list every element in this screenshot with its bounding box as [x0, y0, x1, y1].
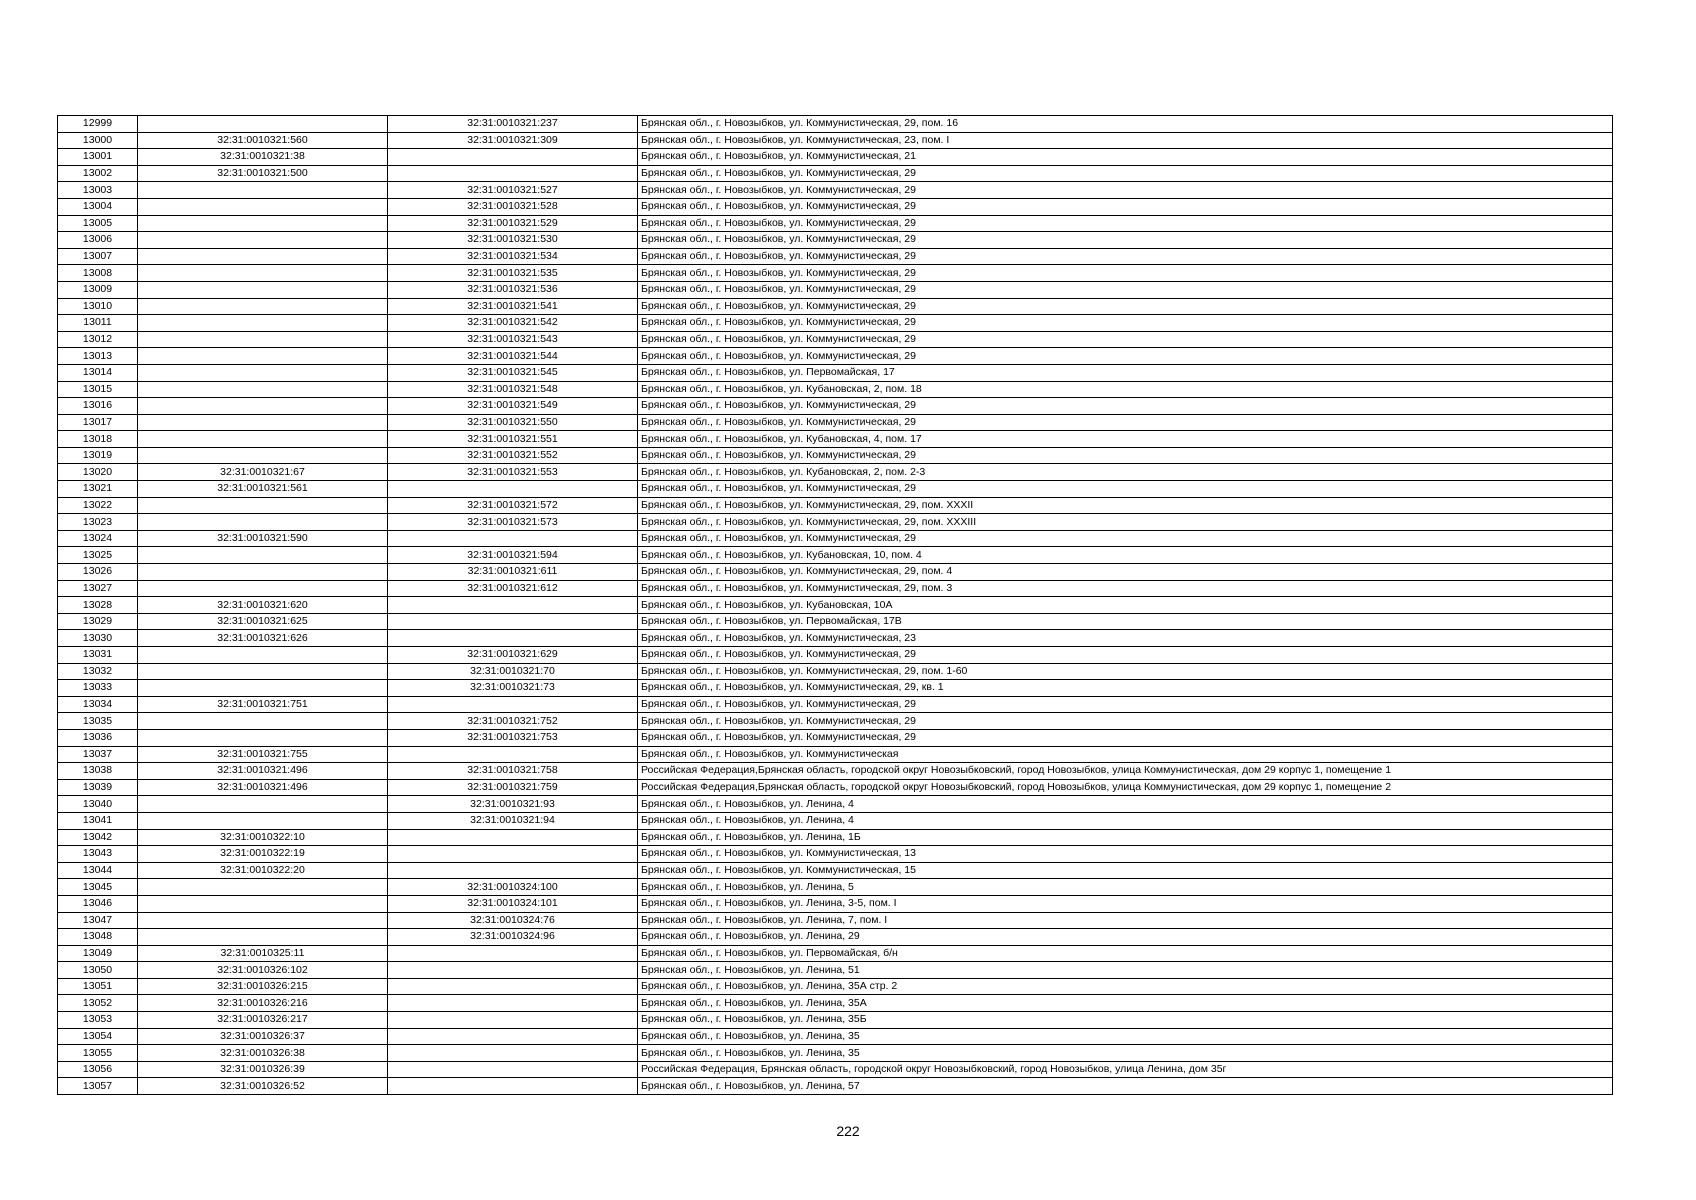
table-row — [58, 364, 1613, 381]
table-row — [58, 696, 1613, 713]
cadastral-number-cell — [138, 431, 388, 448]
row-number-cell: 13020 — [58, 464, 138, 481]
table-row — [58, 713, 1613, 730]
page-number: 222 — [836, 1123, 860, 1139]
parent-cadastral-number-cell: 32:31:0010321:594 — [388, 547, 638, 564]
address-cell: Брянская обл., г. Новозыбков, ул. Коммунистическая, 29 — [638, 165, 1613, 182]
table-row — [58, 647, 1613, 664]
parent-cadastral-number-cell: 32:31:0010321:573 — [388, 514, 638, 531]
address-cell: Брянская обл., г. Новозыбков, ул. Коммунистическая, 29, пом. 4 — [638, 564, 1613, 581]
cadastral-number-cell: 32:31:0010321:755 — [138, 746, 388, 763]
address-cell: Брянская обл., г. Новозыбков, ул. Кубановская, 2, пом. 2-3 — [638, 464, 1613, 481]
table-row — [58, 331, 1613, 348]
parent-cadastral-number-cell: 32:31:0010321:758 — [388, 763, 638, 780]
address-cell: Брянская обл., г. Новозыбков, ул. Коммунистическая, 29 — [638, 298, 1613, 315]
parent-cadastral-number-cell — [388, 1078, 638, 1095]
parent-cadastral-number-cell — [388, 962, 638, 979]
cadastral-number-cell: 32:31:0010321:560 — [138, 132, 388, 149]
row-number-cell: 13021 — [58, 481, 138, 498]
row-number-cell: 13033 — [58, 680, 138, 697]
table-row — [58, 1045, 1613, 1062]
cadastral-number-cell — [138, 564, 388, 581]
parent-cadastral-number-cell — [388, 630, 638, 647]
parent-cadastral-number-cell: 32:31:0010321:548 — [388, 381, 638, 398]
address-cell: Брянская обл., г. Новозыбков, ул. Коммунистическая, 23, пом. I — [638, 132, 1613, 149]
parent-cadastral-number-cell: 32:31:0010321:572 — [388, 497, 638, 514]
address-cell: Брянская обл., г. Новозыбков, ул. Первомайская, 17В — [638, 613, 1613, 630]
parent-cadastral-number-cell: 32:31:0010321:542 — [388, 315, 638, 332]
cadastral-number-cell: 32:31:0010321:561 — [138, 481, 388, 498]
cadastral-number-cell: 32:31:0010321:590 — [138, 530, 388, 547]
parent-cadastral-number-cell — [388, 1012, 638, 1029]
table-row — [58, 514, 1613, 531]
cadastral-number-cell — [138, 647, 388, 664]
table-row — [58, 315, 1613, 332]
table-row — [58, 978, 1613, 995]
registry-table — [57, 115, 1613, 1095]
cadastral-number-cell — [138, 315, 388, 332]
parent-cadastral-number-cell: 32:31:0010321:551 — [388, 431, 638, 448]
row-number-cell: 13041 — [58, 812, 138, 829]
cadastral-number-cell: 32:31:0010326:37 — [138, 1028, 388, 1045]
row-number-cell: 13001 — [58, 149, 138, 166]
cadastral-number-cell — [138, 182, 388, 199]
table-row — [58, 746, 1613, 763]
parent-cadastral-number-cell — [388, 165, 638, 182]
parent-cadastral-number-cell — [388, 829, 638, 846]
address-cell: Брянская обл., г. Новозыбков, ул. Ленина, 35 — [638, 1045, 1613, 1062]
address-cell: Брянская обл., г. Новозыбков, ул. Коммунистическая, 29 — [638, 398, 1613, 415]
parent-cadastral-number-cell: 32:31:0010321:93 — [388, 796, 638, 813]
parent-cadastral-number-cell — [388, 978, 638, 995]
cadastral-number-cell — [138, 447, 388, 464]
cadastral-number-cell: 32:31:0010326:39 — [138, 1061, 388, 1078]
cadastral-number-cell — [138, 729, 388, 746]
address-cell: Брянская обл., г. Новозыбков, ул. Коммунистическая, 29 — [638, 331, 1613, 348]
cadastral-number-cell: 32:31:0010321:500 — [138, 165, 388, 182]
table-row — [58, 812, 1613, 829]
table-row — [58, 149, 1613, 166]
address-cell: Брянская обл., г. Новозыбков, ул. Кубановская, 10А — [638, 597, 1613, 614]
row-number-cell: 13048 — [58, 929, 138, 946]
table-row — [58, 215, 1613, 232]
table-row — [58, 398, 1613, 415]
table-row — [58, 497, 1613, 514]
row-number-cell: 13027 — [58, 580, 138, 597]
parent-cadastral-number-cell: 32:31:0010321:309 — [388, 132, 638, 149]
parent-cadastral-number-cell: 32:31:0010321:70 — [388, 663, 638, 680]
row-number-cell: 13039 — [58, 779, 138, 796]
parent-cadastral-number-cell: 32:31:0010321:553 — [388, 464, 638, 481]
cadastral-number-cell — [138, 912, 388, 929]
cadastral-number-cell — [138, 348, 388, 365]
address-cell: Брянская обл., г. Новозыбков, ул. Первомайская, б/н — [638, 945, 1613, 962]
parent-cadastral-number-cell: 32:31:0010321:529 — [388, 215, 638, 232]
cadastral-number-cell: 32:31:0010322:19 — [138, 846, 388, 863]
row-number-cell: 13054 — [58, 1028, 138, 1045]
cadastral-number-cell — [138, 414, 388, 431]
address-cell: Брянская обл., г. Новозыбков, ул. Коммунистическая, 29, пом. XXXIII — [638, 514, 1613, 531]
address-cell: Российская Федерация,Брянская область, городской округ Новозыбковский, город Новозыбков, улица Коммунистическая, дом 29 корпус 1, помещение 1 — [638, 763, 1613, 780]
cadastral-number-cell: 32:31:0010322:20 — [138, 862, 388, 879]
row-number-cell: 13046 — [58, 895, 138, 912]
parent-cadastral-number-cell: 32:31:0010321:552 — [388, 447, 638, 464]
address-cell: Брянская обл., г. Новозыбков, ул. Ленина, 35Б — [638, 1012, 1613, 1029]
cadastral-number-cell: 32:31:0010326:215 — [138, 978, 388, 995]
address-cell: Брянская обл., г. Новозыбков, ул. Ленина, 35А — [638, 995, 1613, 1012]
address-cell: Брянская обл., г. Новозыбков, ул. Ленина, 1Б — [638, 829, 1613, 846]
cadastral-number-cell: 32:31:0010325:11 — [138, 945, 388, 962]
table-row — [58, 381, 1613, 398]
row-number-cell: 13028 — [58, 597, 138, 614]
parent-cadastral-number-cell: 32:31:0010321:612 — [388, 580, 638, 597]
table-row — [58, 481, 1613, 498]
parent-cadastral-number-cell — [388, 1028, 638, 1045]
address-cell: Брянская обл., г. Новозыбков, ул. Коммунистическая — [638, 746, 1613, 763]
cadastral-number-cell: 32:31:0010326:38 — [138, 1045, 388, 1062]
row-number-cell: 13057 — [58, 1078, 138, 1095]
cadastral-number-cell — [138, 331, 388, 348]
address-cell: Брянская обл., г. Новозыбков, ул. Ленина, 7, пом. I — [638, 912, 1613, 929]
address-cell: Брянская обл., г. Новозыбков, ул. Коммунистическая, 13 — [638, 846, 1613, 863]
parent-cadastral-number-cell — [388, 862, 638, 879]
row-number-cell: 13013 — [58, 348, 138, 365]
parent-cadastral-number-cell — [388, 945, 638, 962]
table-row — [58, 298, 1613, 315]
table-row — [58, 829, 1613, 846]
table-row — [58, 1078, 1613, 1095]
row-number-cell: 13006 — [58, 232, 138, 249]
row-number-cell: 13000 — [58, 132, 138, 149]
table-row — [58, 862, 1613, 879]
address-cell: Брянская обл., г. Новозыбков, ул. Ленина, 4 — [638, 796, 1613, 813]
row-number-cell: 13043 — [58, 846, 138, 863]
address-cell: Брянская обл., г. Новозыбков, ул. Коммунистическая, 29 — [638, 281, 1613, 298]
parent-cadastral-number-cell: 32:31:0010321:752 — [388, 713, 638, 730]
row-number-cell: 13045 — [58, 879, 138, 896]
address-cell: Брянская обл., г. Новозыбков, ул. Коммунистическая, 29 — [638, 414, 1613, 431]
row-number-cell: 13047 — [58, 912, 138, 929]
cadastral-number-cell — [138, 265, 388, 282]
table-row — [58, 945, 1613, 962]
cadastral-number-cell — [138, 663, 388, 680]
row-number-cell: 13056 — [58, 1061, 138, 1078]
address-cell: Брянская обл., г. Новозыбков, ул. Коммунистическая, 29, пом. 16 — [638, 116, 1613, 133]
table-row — [58, 597, 1613, 614]
table-row — [58, 613, 1613, 630]
parent-cadastral-number-cell — [388, 481, 638, 498]
table-row — [58, 995, 1613, 1012]
cadastral-number-cell — [138, 796, 388, 813]
parent-cadastral-number-cell — [388, 1061, 638, 1078]
cadastral-number-cell — [138, 298, 388, 315]
row-number-cell: 13035 — [58, 713, 138, 730]
table-row — [58, 431, 1613, 448]
address-cell: Брянская обл., г. Новозыбков, ул. Коммунистическая, 29 — [638, 215, 1613, 232]
cadastral-number-cell — [138, 879, 388, 896]
parent-cadastral-number-cell: 32:31:0010321:550 — [388, 414, 638, 431]
parent-cadastral-number-cell: 32:31:0010324:101 — [388, 895, 638, 912]
parent-cadastral-number-cell: 32:31:0010321:611 — [388, 564, 638, 581]
table-row — [58, 580, 1613, 597]
row-number-cell: 13042 — [58, 829, 138, 846]
address-cell: Брянская обл., г. Новозыбков, ул. Коммунистическая, 29, кв. 1 — [638, 680, 1613, 697]
address-cell: Брянская обл., г. Новозыбков, ул. Коммунистическая, 29 — [638, 198, 1613, 215]
address-cell: Брянская обл., г. Новозыбков, ул. Кубановская, 10, пом. 4 — [638, 547, 1613, 564]
table-row — [58, 929, 1613, 946]
cadastral-number-cell: 32:31:0010326:216 — [138, 995, 388, 1012]
row-number-cell: 13023 — [58, 514, 138, 531]
parent-cadastral-number-cell — [388, 995, 638, 1012]
row-number-cell: 13012 — [58, 331, 138, 348]
table-row — [58, 912, 1613, 929]
table-row — [58, 182, 1613, 199]
table-row — [58, 895, 1613, 912]
row-number-cell: 13029 — [58, 613, 138, 630]
table-row — [58, 663, 1613, 680]
parent-cadastral-number-cell: 32:31:0010324:100 — [388, 879, 638, 896]
cadastral-number-cell — [138, 514, 388, 531]
cadastral-number-cell: 32:31:0010321:625 — [138, 613, 388, 630]
address-cell: Брянская обл., г. Новозыбков, ул. Ленина, 35 — [638, 1028, 1613, 1045]
cadastral-number-cell: 32:31:0010321:67 — [138, 464, 388, 481]
row-number-cell: 13044 — [58, 862, 138, 879]
address-cell: Брянская обл., г. Новозыбков, ул. Коммунистическая, 29 — [638, 647, 1613, 664]
row-number-cell: 13011 — [58, 315, 138, 332]
row-number-cell: 13017 — [58, 414, 138, 431]
cadastral-number-cell — [138, 215, 388, 232]
table-row — [58, 165, 1613, 182]
table-row — [58, 198, 1613, 215]
cadastral-number-cell — [138, 281, 388, 298]
row-number-cell: 13007 — [58, 248, 138, 265]
row-number-cell: 13014 — [58, 364, 138, 381]
row-number-cell: 13038 — [58, 763, 138, 780]
parent-cadastral-number-cell: 32:31:0010321:549 — [388, 398, 638, 415]
address-cell: Брянская обл., г. Новозыбков, ул. Ленина, 35А стр. 2 — [638, 978, 1613, 995]
row-number-cell: 13010 — [58, 298, 138, 315]
row-number-cell: 13018 — [58, 431, 138, 448]
parent-cadastral-number-cell: 32:31:0010321:528 — [388, 198, 638, 215]
parent-cadastral-number-cell: 32:31:0010321:753 — [388, 729, 638, 746]
row-number-cell: 13016 — [58, 398, 138, 415]
row-number-cell: 13019 — [58, 447, 138, 464]
address-cell: Брянская обл., г. Новозыбков, ул. Первомайская, 17 — [638, 364, 1613, 381]
cadastral-number-cell: 32:31:0010321:38 — [138, 149, 388, 166]
parent-cadastral-number-cell: 32:31:0010324:76 — [388, 912, 638, 929]
address-cell: Брянская обл., г. Новозыбков, ул. Коммунистическая, 29 — [638, 248, 1613, 265]
address-cell: Российская Федерация,Брянская область, городской округ Новозыбковский, город Новозыбков, улица Коммунистическая, дом 29 корпус 1, помещение 2 — [638, 779, 1613, 796]
address-cell: Брянская обл., г. Новозыбков, ул. Коммунистическая, 29 — [638, 182, 1613, 199]
parent-cadastral-number-cell: 32:31:0010321:544 — [388, 348, 638, 365]
table-row — [58, 414, 1613, 431]
cadastral-number-cell: 32:31:0010321:496 — [138, 779, 388, 796]
parent-cadastral-number-cell: 32:31:0010321:545 — [388, 364, 638, 381]
address-cell: Брянская обл., г. Новозыбков, ул. Ленина, 57 — [638, 1078, 1613, 1095]
table-row — [58, 680, 1613, 697]
table-row — [58, 763, 1613, 780]
cadastral-number-cell: 32:31:0010321:496 — [138, 763, 388, 780]
table-row — [58, 779, 1613, 796]
cadastral-number-cell — [138, 680, 388, 697]
cadastral-number-cell — [138, 812, 388, 829]
parent-cadastral-number-cell: 32:31:0010321:73 — [388, 680, 638, 697]
row-number-cell: 13052 — [58, 995, 138, 1012]
row-number-cell: 13005 — [58, 215, 138, 232]
table-row — [58, 265, 1613, 282]
parent-cadastral-number-cell: 32:31:0010321:94 — [388, 812, 638, 829]
parent-cadastral-number-cell — [388, 846, 638, 863]
cadastral-number-cell — [138, 248, 388, 265]
row-number-cell: 13025 — [58, 547, 138, 564]
row-number-cell: 13022 — [58, 497, 138, 514]
parent-cadastral-number-cell — [388, 696, 638, 713]
parent-cadastral-number-cell: 32:31:0010321:536 — [388, 281, 638, 298]
table-row — [58, 116, 1613, 133]
row-number-cell: 13051 — [58, 978, 138, 995]
cadastral-number-cell — [138, 713, 388, 730]
table-row — [58, 846, 1613, 863]
address-cell: Брянская обл., г. Новозыбков, ул. Кубановская, 2, пом. 18 — [638, 381, 1613, 398]
address-cell: Брянская обл., г. Новозыбков, ул. Коммунистическая, 29 — [638, 265, 1613, 282]
table-row — [58, 248, 1613, 265]
cadastral-number-cell — [138, 580, 388, 597]
row-number-cell: 13030 — [58, 630, 138, 647]
parent-cadastral-number-cell: 32:31:0010321:759 — [388, 779, 638, 796]
address-cell: Брянская обл., г. Новозыбков, ул. Коммунистическая, 29 — [638, 696, 1613, 713]
cadastral-number-cell — [138, 895, 388, 912]
address-cell: Брянская обл., г. Новозыбков, ул. Ленина, 4 — [638, 812, 1613, 829]
table-row — [58, 132, 1613, 149]
table-row — [58, 1012, 1613, 1029]
row-number-cell: 13037 — [58, 746, 138, 763]
parent-cadastral-number-cell — [388, 149, 638, 166]
address-cell: Брянская обл., г. Новозыбков, ул. Коммунистическая, 23 — [638, 630, 1613, 647]
row-number-cell: 13032 — [58, 663, 138, 680]
row-number-cell: 13009 — [58, 281, 138, 298]
cadastral-number-cell — [138, 398, 388, 415]
parent-cadastral-number-cell: 32:31:0010321:541 — [388, 298, 638, 315]
parent-cadastral-number-cell: 32:31:0010321:629 — [388, 647, 638, 664]
address-cell: Российская Федерация, Брянская область, городской округ Новозыбковский, город Новозыбков, улица Ленина, дом 35г — [638, 1061, 1613, 1078]
address-cell: Брянская обл., г. Новозыбков, ул. Коммунистическая, 29, пом. 1-60 — [638, 663, 1613, 680]
address-cell: Брянская обл., г. Новозыбков, ул. Коммунистическая, 15 — [638, 862, 1613, 879]
row-number-cell: 13015 — [58, 381, 138, 398]
table-row — [58, 1061, 1613, 1078]
cadastral-number-cell — [138, 116, 388, 133]
row-number-cell: 13055 — [58, 1045, 138, 1062]
parent-cadastral-number-cell: 32:31:0010321:535 — [388, 265, 638, 282]
parent-cadastral-number-cell: 32:31:0010321:527 — [388, 182, 638, 199]
address-cell: Брянская обл., г. Новозыбков, ул. Коммунистическая, 29 — [638, 481, 1613, 498]
parent-cadastral-number-cell — [388, 530, 638, 547]
address-cell: Брянская обл., г. Новозыбков, ул. Коммунистическая, 29, пом. XXXII — [638, 497, 1613, 514]
row-number-cell: 13008 — [58, 265, 138, 282]
address-cell: Брянская обл., г. Новозыбков, ул. Ленина, 29 — [638, 929, 1613, 946]
parent-cadastral-number-cell: 32:31:0010321:530 — [388, 232, 638, 249]
cadastral-number-cell: 32:31:0010326:102 — [138, 962, 388, 979]
address-cell: Брянская обл., г. Новозыбков, ул. Ленина, 5 — [638, 879, 1613, 896]
row-number-cell: 13004 — [58, 198, 138, 215]
row-number-cell: 13024 — [58, 530, 138, 547]
address-cell: Брянская обл., г. Новозыбков, ул. Кубановская, 4, пом. 17 — [638, 431, 1613, 448]
table-row — [58, 962, 1613, 979]
parent-cadastral-number-cell — [388, 597, 638, 614]
address-cell: Брянская обл., г. Новозыбков, ул. Ленина, 3-5, пом. I — [638, 895, 1613, 912]
cadastral-number-cell — [138, 929, 388, 946]
address-cell: Брянская обл., г. Новозыбков, ул. Коммунистическая, 29 — [638, 348, 1613, 365]
parent-cadastral-number-cell: 32:31:0010321:543 — [388, 331, 638, 348]
table-row — [58, 547, 1613, 564]
address-cell: Брянская обл., г. Новозыбков, ул. Коммунистическая, 29 — [638, 315, 1613, 332]
table-row — [58, 348, 1613, 365]
cadastral-number-cell: 32:31:0010326:52 — [138, 1078, 388, 1095]
table-row — [58, 530, 1613, 547]
parent-cadastral-number-cell — [388, 613, 638, 630]
row-number-cell: 13002 — [58, 165, 138, 182]
row-number-cell: 13040 — [58, 796, 138, 813]
cadastral-number-cell: 32:31:0010321:751 — [138, 696, 388, 713]
row-number-cell: 13026 — [58, 564, 138, 581]
address-cell: Брянская обл., г. Новозыбков, ул. Ленина, 51 — [638, 962, 1613, 979]
table-row — [58, 564, 1613, 581]
parent-cadastral-number-cell — [388, 1045, 638, 1062]
address-cell: Брянская обл., г. Новозыбков, ул. Коммунистическая, 29, пом. 3 — [638, 580, 1613, 597]
table-row — [58, 796, 1613, 813]
table-row — [58, 729, 1613, 746]
cadastral-number-cell: 32:31:0010326:217 — [138, 1012, 388, 1029]
cadastral-number-cell — [138, 198, 388, 215]
address-cell: Брянская обл., г. Новозыбков, ул. Коммунистическая, 29 — [638, 232, 1613, 249]
parent-cadastral-number-cell: 32:31:0010321:534 — [388, 248, 638, 265]
cadastral-number-cell: 32:31:0010321:620 — [138, 597, 388, 614]
row-number-cell: 13036 — [58, 729, 138, 746]
row-number-cell: 13053 — [58, 1012, 138, 1029]
address-cell: Брянская обл., г. Новозыбков, ул. Коммунистическая, 29 — [638, 530, 1613, 547]
table-row — [58, 232, 1613, 249]
cadastral-number-cell: 32:31:0010321:626 — [138, 630, 388, 647]
address-cell: Брянская обл., г. Новозыбков, ул. Коммунистическая, 21 — [638, 149, 1613, 166]
parent-cadastral-number-cell: 32:31:0010321:237 — [388, 116, 638, 133]
row-number-cell: 13034 — [58, 696, 138, 713]
table-row — [58, 447, 1613, 464]
row-number-cell: 13003 — [58, 182, 138, 199]
cadastral-number-cell — [138, 547, 388, 564]
row-number-cell: 13050 — [58, 962, 138, 979]
table-row — [58, 1028, 1613, 1045]
address-cell: Брянская обл., г. Новозыбков, ул. Коммунистическая, 29 — [638, 447, 1613, 464]
table-row — [58, 464, 1613, 481]
cadastral-number-cell — [138, 497, 388, 514]
parent-cadastral-number-cell: 32:31:0010324:96 — [388, 929, 638, 946]
address-cell: Брянская обл., г. Новозыбков, ул. Коммунистическая, 29 — [638, 713, 1613, 730]
parent-cadastral-number-cell — [388, 746, 638, 763]
row-number-cell: 13031 — [58, 647, 138, 664]
cadastral-number-cell — [138, 381, 388, 398]
address-cell: Брянская обл., г. Новозыбков, ул. Коммунистическая, 29 — [638, 729, 1613, 746]
cadastral-number-cell: 32:31:0010322:10 — [138, 829, 388, 846]
table-row — [58, 630, 1613, 647]
row-number-cell: 13049 — [58, 945, 138, 962]
table-row — [58, 879, 1613, 896]
cadastral-number-cell — [138, 232, 388, 249]
cadastral-number-cell — [138, 364, 388, 381]
row-number-cell: 12999 — [58, 116, 138, 133]
table-row — [58, 281, 1613, 298]
